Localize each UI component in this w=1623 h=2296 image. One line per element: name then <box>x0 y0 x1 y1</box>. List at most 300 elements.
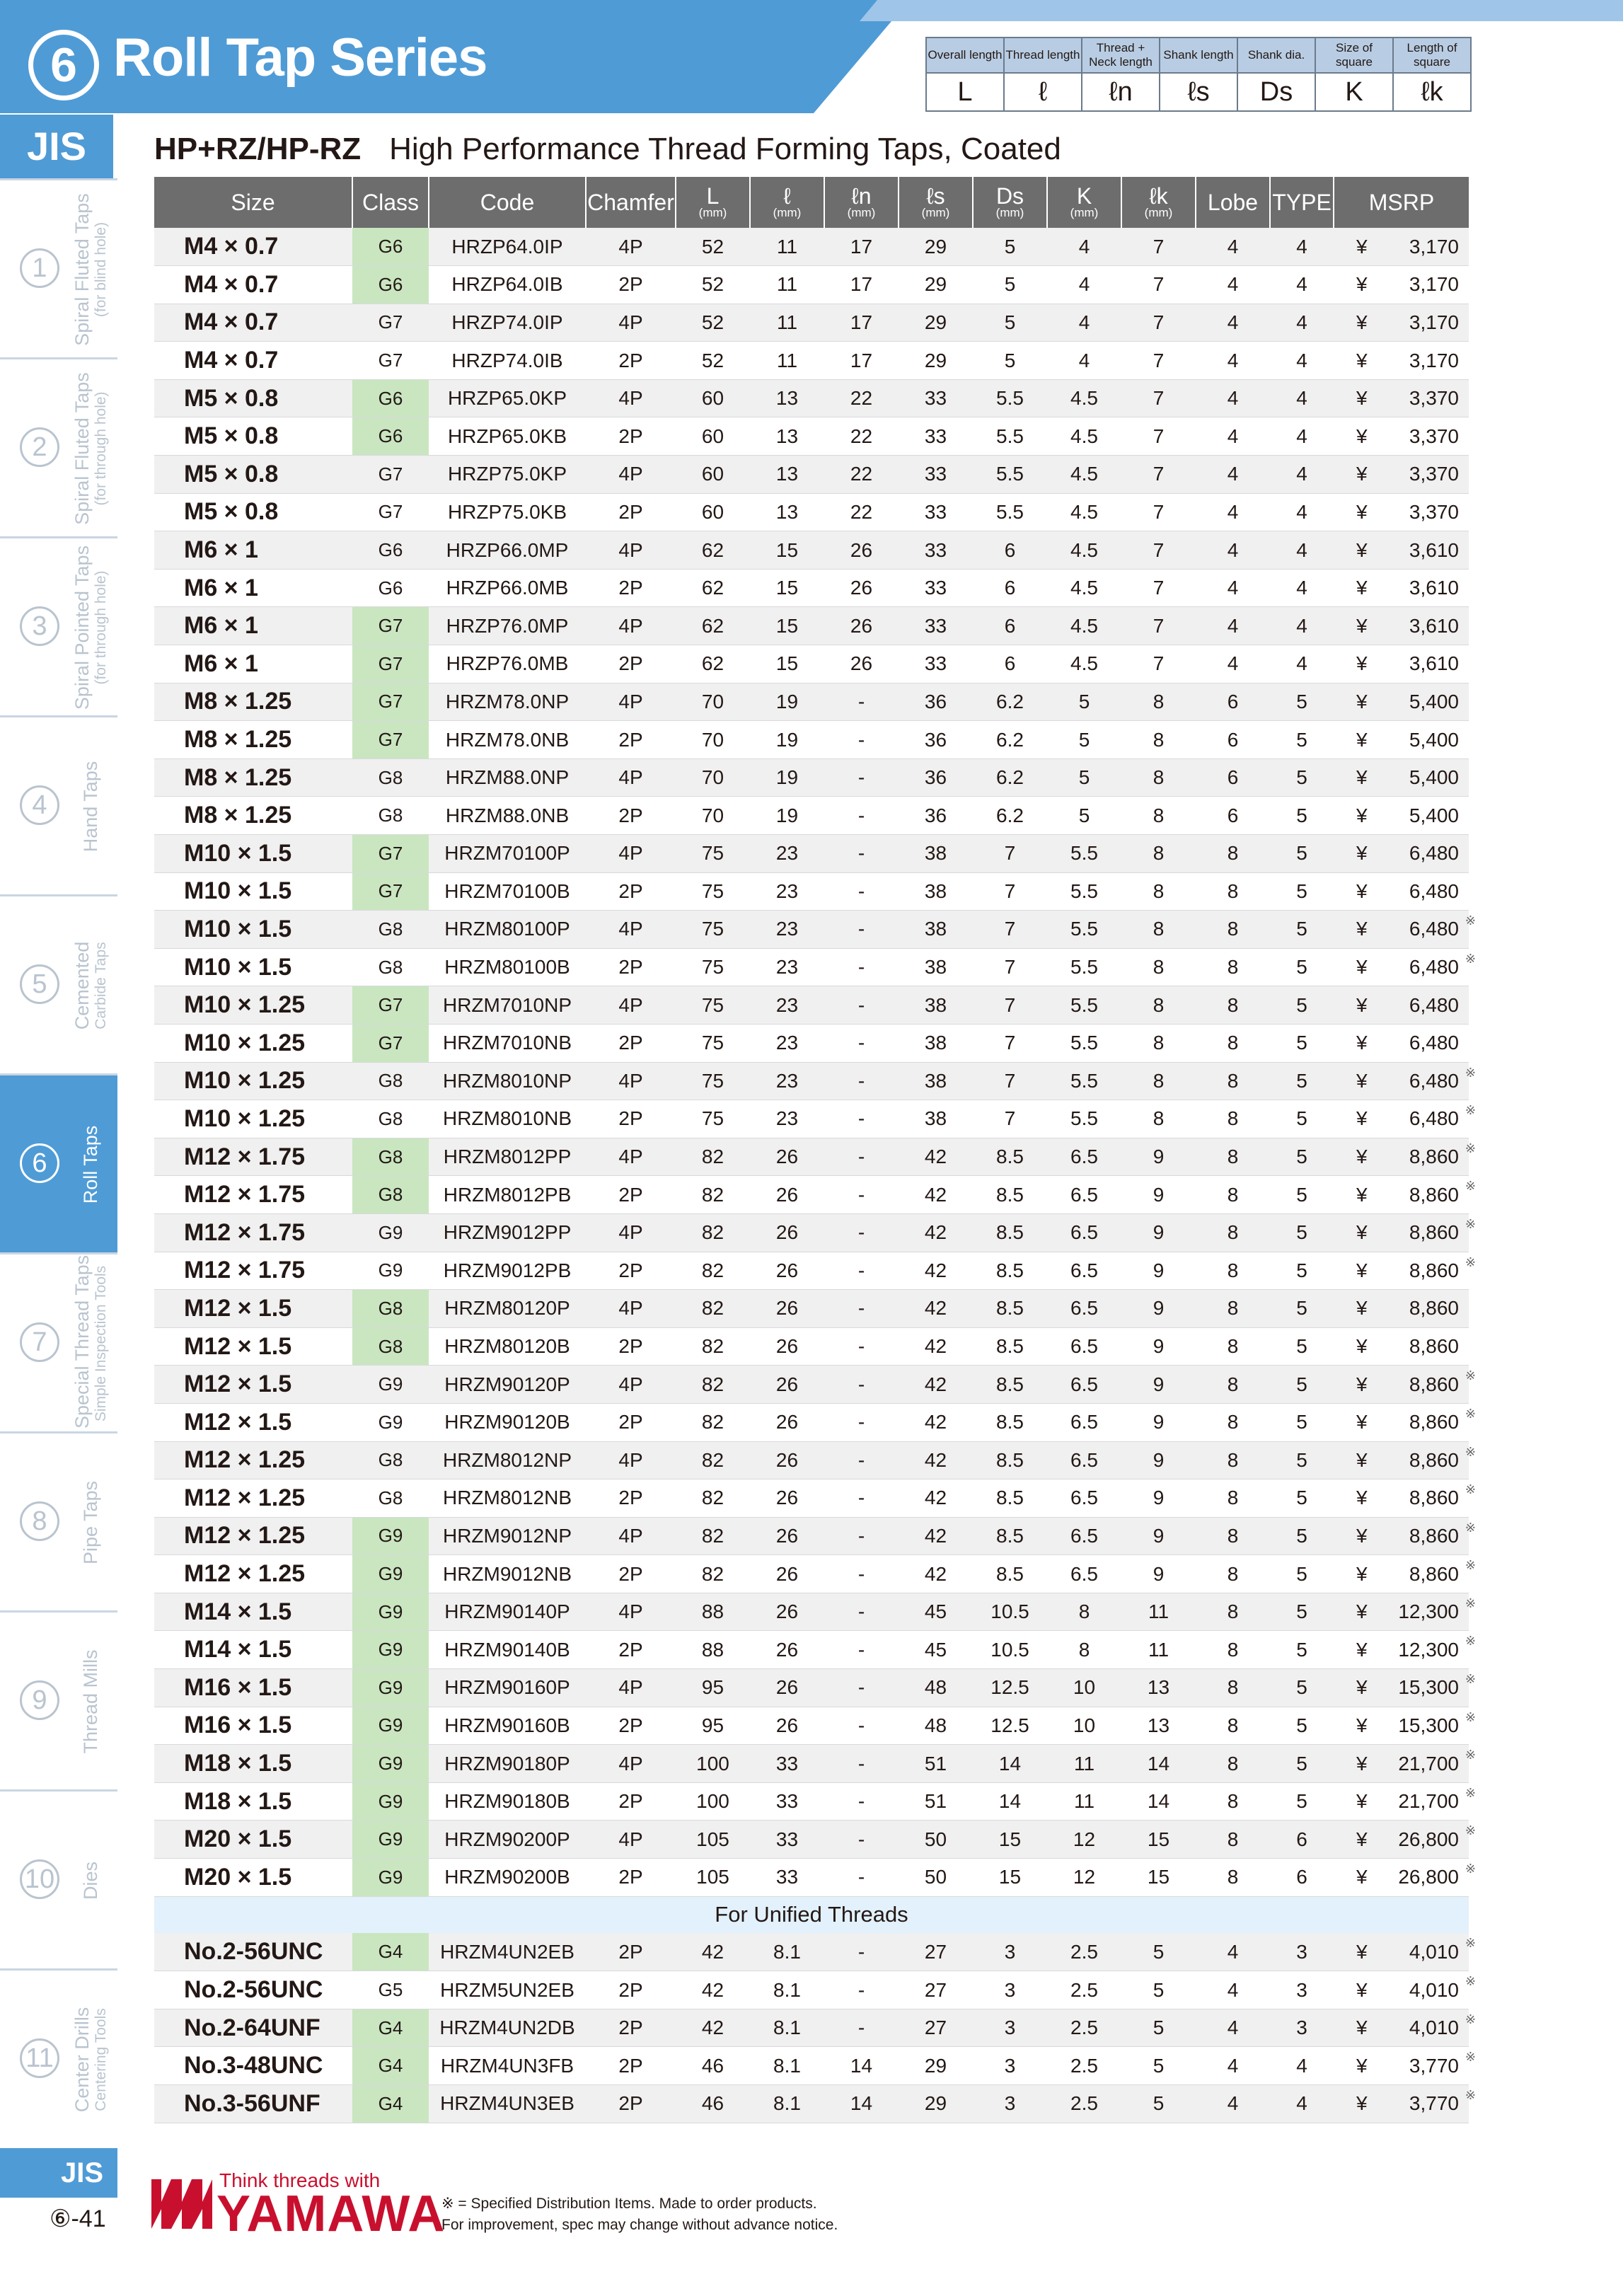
size-cell: M5 × 0.8 <box>154 417 352 456</box>
type-cell: 5 <box>1270 1366 1334 1404</box>
msrp-cell <box>1334 1745 1476 1783</box>
msrp-value: 5,400 <box>1409 766 1459 789</box>
k-cell: 5 <box>1047 683 1121 721</box>
ls-cell: 38 <box>899 911 973 949</box>
class-cell: G8 <box>352 797 429 835</box>
chapter-label <box>71 1975 110 2145</box>
currency-symbol: ¥ <box>1356 1448 1368 1471</box>
ln-cell: 17 <box>824 228 899 266</box>
ds-cell: 14 <box>973 1745 1047 1783</box>
l-cell: 26 <box>750 1555 824 1593</box>
k-cell: 6.5 <box>1047 1517 1121 1555</box>
chapter-title: Cemented <box>71 941 93 1030</box>
lobe-cell: 8 <box>1196 1366 1270 1404</box>
class-cell: G8 <box>352 1176 429 1214</box>
size-cell: M12 × 1.5 <box>154 1366 352 1404</box>
lobe-cell: 4 <box>1196 379 1270 417</box>
msrp-value: 8,860 <box>1409 1146 1459 1168</box>
sidebar-item-2[interactable] <box>0 357 117 536</box>
type-cell: 5 <box>1270 1290 1334 1328</box>
ls-cell: 42 <box>899 1403 973 1441</box>
sidebar-item-9[interactable] <box>0 1610 117 1789</box>
table-row <box>154 417 1469 456</box>
ln-cell: - <box>824 1479 899 1518</box>
spec-table <box>154 177 1476 2123</box>
table-row <box>154 1441 1469 1479</box>
code-cell: HRZP65.0KB <box>429 417 586 456</box>
lk-cell: 5 <box>1121 2085 1196 2123</box>
chamfer-cell: 4P <box>586 1517 676 1555</box>
msrp-cell <box>1334 2047 1476 2085</box>
ls-cell: 42 <box>899 1213 973 1252</box>
class-cell: G9 <box>352 1821 429 1859</box>
lk-cell: 8 <box>1121 683 1196 721</box>
ds-cell: 6 <box>973 531 1047 570</box>
msrp-cell <box>1334 456 1469 494</box>
table-row <box>154 2085 1469 2123</box>
chamfer-cell: 2P <box>586 2009 676 2047</box>
table-row <box>154 1403 1469 1441</box>
ln-cell: - <box>824 1593 899 1631</box>
table-row <box>154 2047 1469 2085</box>
currency-symbol: ¥ <box>1356 1828 1368 1850</box>
chapter-number-badge: 4 <box>20 785 59 825</box>
size-cell: M12 × 1.25 <box>154 1555 352 1593</box>
msrp-cell <box>1334 1290 1469 1328</box>
chapter-title: Pipe Taps <box>80 1480 101 1565</box>
distribution-mark: ※ <box>1465 913 1476 928</box>
chamfer-cell: 4P <box>586 607 676 645</box>
l-cell: 26 <box>750 1213 824 1252</box>
lobe-cell: 4 <box>1196 569 1270 607</box>
msrp-value: 8,860 <box>1409 1297 1459 1320</box>
l-cell: 33 <box>750 1745 824 1783</box>
code-cell: HRZP66.0MB <box>429 569 586 607</box>
sidebar-item-1[interactable] <box>0 178 117 357</box>
table-row <box>154 1933 1469 1971</box>
msrp-cell <box>1334 1100 1476 1138</box>
chamfer-cell: 4P <box>586 1290 676 1328</box>
size-cell: M10 × 1.5 <box>154 835 352 873</box>
chapter-number-badge: 3 <box>20 606 59 646</box>
class-cell: G7 <box>352 645 429 683</box>
code-cell: HRZM90140B <box>429 1631 586 1669</box>
lobe-cell: 4 <box>1196 607 1270 645</box>
msrp-value: 21,700 <box>1398 1790 1459 1813</box>
column-label: Lobe <box>1207 190 1259 215</box>
distribution-mark: ※ <box>1465 951 1476 966</box>
l-cell: 60 <box>676 456 750 494</box>
lk-cell: 5 <box>1121 1933 1196 1971</box>
l-cell: 8.1 <box>750 2009 824 2047</box>
lk-cell: 7 <box>1121 342 1196 380</box>
column-header <box>1196 177 1270 228</box>
k-cell: 6.5 <box>1047 1441 1121 1479</box>
currency-symbol: ¥ <box>1356 1752 1368 1775</box>
code-cell: HRZM78.0NP <box>429 683 586 721</box>
lk-cell: 9 <box>1121 1327 1196 1366</box>
lobe-cell: 8 <box>1196 911 1270 949</box>
brand-tagline: Think threads with <box>219 2169 381 2191</box>
ls-cell: 33 <box>899 569 973 607</box>
msrp-value: 6,480 <box>1409 879 1459 902</box>
l-cell: 26 <box>750 1517 824 1555</box>
l-cell: 88 <box>676 1631 750 1669</box>
table-row <box>154 721 1469 759</box>
column-label: Ds <box>995 183 1024 209</box>
lk-cell: 7 <box>1121 569 1196 607</box>
ln-cell: - <box>824 797 899 835</box>
ln-cell: - <box>824 911 899 949</box>
ds-cell: 7 <box>973 872 1047 911</box>
code-cell: HRZM88.0NB <box>429 797 586 835</box>
currency-symbol: ¥ <box>1356 1714 1368 1736</box>
chapter-label <box>80 1080 101 1250</box>
msrp-cell <box>1334 1441 1476 1479</box>
sidebar-item-10[interactable] <box>0 1789 117 1968</box>
code-cell: HRZP76.0MB <box>429 645 586 683</box>
footnote-line: ※ = Specified Distribution Items. Made to order products. <box>441 2196 817 2212</box>
class-cell: G9 <box>352 1517 429 1555</box>
currency-symbol: ¥ <box>1356 1335 1368 1358</box>
lobe-cell: 8 <box>1196 1669 1270 1707</box>
msrp-cell <box>1334 911 1476 949</box>
lobe-cell: 4 <box>1196 1933 1270 1971</box>
lobe-cell: 8 <box>1196 1252 1270 1290</box>
l-cell: 26 <box>750 1366 824 1404</box>
type-cell: 5 <box>1270 1252 1334 1290</box>
size-cell: M6 × 1 <box>154 645 352 683</box>
msrp-cell <box>1334 1366 1476 1404</box>
chamfer-cell: 2P <box>586 1024 676 1062</box>
l-cell: 75 <box>676 1024 750 1062</box>
footnote <box>441 2193 838 2236</box>
msrp-value: 3,610 <box>1409 614 1459 637</box>
l-cell: 23 <box>750 835 824 873</box>
msrp-value: 4,010 <box>1409 2017 1459 2039</box>
class-cell: G4 <box>352 1933 429 1971</box>
msrp-cell <box>1334 1707 1476 1745</box>
chamfer-cell: 4P <box>586 1593 676 1631</box>
sidebar-item-6[interactable] <box>0 1073 117 1252</box>
l-cell: 62 <box>676 569 750 607</box>
currency-symbol: ¥ <box>1356 349 1368 371</box>
distribution-mark: ※ <box>1465 1368 1476 1383</box>
currency-symbol: ¥ <box>1356 614 1368 637</box>
legend-label: Size of square <box>1315 38 1393 73</box>
chamfer-cell: 4P <box>586 758 676 797</box>
k-cell: 4.5 <box>1047 531 1121 570</box>
l-cell: 75 <box>676 1062 750 1100</box>
l-cell: 8.1 <box>750 2047 824 2085</box>
code-cell: HRZM8010NP <box>429 1062 586 1100</box>
size-cell: M5 × 0.8 <box>154 379 352 417</box>
k-cell: 6.5 <box>1047 1138 1121 1176</box>
lk-cell: 8 <box>1121 758 1196 797</box>
class-cell: G9 <box>352 1403 429 1441</box>
k-cell: 2.5 <box>1047 1933 1121 1971</box>
size-cell: M4 × 0.7 <box>154 228 352 266</box>
ds-cell: 14 <box>973 1782 1047 1821</box>
code-cell: HRZM70100B <box>429 872 586 911</box>
l-cell: 23 <box>750 911 824 949</box>
chapter-number-badge: 9 <box>20 1680 59 1720</box>
class-cell: G8 <box>352 1327 429 1366</box>
distribution-mark: ※ <box>1465 1103 1476 1118</box>
k-cell: 10 <box>1047 1707 1121 1745</box>
distribution-mark: ※ <box>1465 1254 1476 1269</box>
currency-symbol: ¥ <box>1356 2054 1368 2077</box>
ds-cell: 10.5 <box>973 1593 1047 1631</box>
k-cell: 4.5 <box>1047 569 1121 607</box>
column-label: Class <box>362 190 419 215</box>
l-cell: 60 <box>676 417 750 456</box>
ln-cell: - <box>824 1366 899 1404</box>
class-cell: G8 <box>352 1290 429 1328</box>
ls-cell: 38 <box>899 1024 973 1062</box>
k-cell: 2.5 <box>1047 1971 1121 2009</box>
size-cell: M8 × 1.25 <box>154 758 352 797</box>
msrp-value: 12,300 <box>1398 1638 1459 1661</box>
size-cell: M6 × 1 <box>154 607 352 645</box>
currency-symbol: ¥ <box>1356 1107 1368 1130</box>
type-cell: 3 <box>1270 2009 1334 2047</box>
lobe-cell: 8 <box>1196 1782 1270 1821</box>
lk-cell: 7 <box>1121 379 1196 417</box>
k-cell: 5.5 <box>1047 872 1121 911</box>
k-cell: 5.5 <box>1047 1100 1121 1138</box>
ls-cell: 50 <box>899 1859 973 1897</box>
k-cell: 4.5 <box>1047 607 1121 645</box>
table-row <box>154 2009 1469 2047</box>
lk-cell: 7 <box>1121 645 1196 683</box>
l-cell: 70 <box>676 797 750 835</box>
lk-cell: 7 <box>1121 607 1196 645</box>
chapter-label <box>71 901 110 1071</box>
l-cell: 100 <box>676 1745 750 1783</box>
currency-symbol: ¥ <box>1356 842 1368 865</box>
ls-cell: 45 <box>899 1631 973 1669</box>
msrp-cell <box>1334 1176 1476 1214</box>
sidebar-item-3[interactable] <box>0 536 117 715</box>
ln-cell: - <box>824 986 899 1025</box>
legend-label: Shank dia. <box>1237 38 1315 73</box>
lk-cell: 9 <box>1121 1555 1196 1593</box>
class-cell: G7 <box>352 342 429 380</box>
column-unit: (mm) <box>1144 206 1173 219</box>
class-cell: G5 <box>352 1971 429 2009</box>
chamfer-cell: 4P <box>586 986 676 1025</box>
l-cell: 105 <box>676 1859 750 1897</box>
chamfer-cell: 2P <box>586 1782 676 1821</box>
ln-cell: 17 <box>824 266 899 304</box>
column-header <box>1121 177 1196 228</box>
table-row <box>154 1782 1469 1821</box>
chapter-label <box>71 1254 110 1429</box>
ls-cell: 42 <box>899 1441 973 1479</box>
currency-symbol: ¥ <box>1356 1411 1368 1433</box>
ls-cell: 33 <box>899 645 973 683</box>
currency-symbol: ¥ <box>1356 538 1368 561</box>
table-row <box>154 1859 1469 1897</box>
type-cell: 4 <box>1270 266 1334 304</box>
ln-cell: - <box>824 1138 899 1176</box>
lobe-cell: 6 <box>1196 721 1270 759</box>
l-cell: 19 <box>750 758 824 797</box>
lobe-cell: 4 <box>1196 2047 1270 2085</box>
chapter-subtitle: (for blind hole) <box>93 221 109 318</box>
ds-cell: 5.5 <box>973 379 1047 417</box>
ds-cell: 5.5 <box>973 493 1047 531</box>
ds-cell: 8.5 <box>973 1479 1047 1518</box>
msrp-value: 21,700 <box>1398 1752 1459 1775</box>
currency-symbol: ¥ <box>1356 311 1368 333</box>
msrp-cell <box>1334 2085 1476 2123</box>
chamfer-cell: 4P <box>586 456 676 494</box>
sidebar-item-11[interactable] <box>0 1968 117 2147</box>
class-cell: G8 <box>352 911 429 949</box>
code-cell: HRZM8012NB <box>429 1479 586 1518</box>
chapter-number-badge: 6 <box>20 1143 59 1183</box>
msrp-cell <box>1334 1213 1476 1252</box>
currency-symbol: ¥ <box>1356 1183 1368 1206</box>
lobe-cell: 8 <box>1196 1290 1270 1328</box>
type-cell: 3 <box>1270 1971 1334 2009</box>
ls-cell: 48 <box>899 1669 973 1707</box>
table-row <box>154 456 1469 494</box>
column-unit: (mm) <box>921 206 950 219</box>
l-cell: 26 <box>750 1441 824 1479</box>
chapter-number-badge: 8 <box>20 1501 59 1541</box>
msrp-value: 8,860 <box>1409 1562 1459 1585</box>
ln-cell: 26 <box>824 607 899 645</box>
legend-label: Overall length <box>926 38 1004 73</box>
sidebar-item-7[interactable] <box>0 1252 117 1431</box>
chamfer-cell: 2P <box>586 1555 676 1593</box>
legend-label: Length of square <box>1393 38 1471 73</box>
class-cell: G7 <box>352 872 429 911</box>
msrp-cell <box>1334 797 1469 835</box>
code-cell: HRZP64.0IB <box>429 266 586 304</box>
lk-cell: 7 <box>1121 228 1196 266</box>
currency-symbol: ¥ <box>1356 2017 1368 2039</box>
ln-cell: 22 <box>824 493 899 531</box>
msrp-value: 3,370 <box>1409 425 1459 447</box>
distribution-mark: ※ <box>1465 1823 1476 1838</box>
chamfer-cell: 2P <box>586 1327 676 1366</box>
msrp-value: 3,770 <box>1409 2054 1459 2077</box>
class-cell: G8 <box>352 1441 429 1479</box>
msrp-value: 6,480 <box>1409 842 1459 865</box>
chamfer-cell: 2P <box>586 872 676 911</box>
l-cell: 23 <box>750 1100 824 1138</box>
currency-symbol: ¥ <box>1356 993 1368 1016</box>
l-cell: 95 <box>676 1669 750 1707</box>
ln-cell: 14 <box>824 2047 899 2085</box>
ds-cell: 3 <box>973 2009 1047 2047</box>
lobe-cell: 8 <box>1196 1441 1270 1479</box>
msrp-cell <box>1334 493 1469 531</box>
class-cell: G9 <box>352 1593 429 1631</box>
ln-cell: - <box>824 1669 899 1707</box>
table-row <box>154 1631 1469 1669</box>
lk-cell: 7 <box>1121 493 1196 531</box>
column-header <box>154 177 352 228</box>
msrp-cell <box>1334 1252 1476 1290</box>
currency-symbol: ¥ <box>1356 273 1368 296</box>
size-cell: M6 × 1 <box>154 569 352 607</box>
table-row <box>154 1366 1469 1404</box>
ds-cell: 8.5 <box>973 1366 1047 1404</box>
jis-tab[interactable]: JIS <box>0 115 113 178</box>
lobe-cell: 8 <box>1196 1517 1270 1555</box>
size-cell: M12 × 1.75 <box>154 1252 352 1290</box>
ln-cell: - <box>824 1403 899 1441</box>
l-cell: 62 <box>676 531 750 570</box>
chamfer-cell: 2P <box>586 417 676 456</box>
msrp-cell <box>1334 1593 1476 1631</box>
lk-cell: 8 <box>1121 1062 1196 1100</box>
ln-cell: - <box>824 1100 899 1138</box>
l-cell: 60 <box>676 493 750 531</box>
l-cell: 15 <box>750 569 824 607</box>
distribution-mark: ※ <box>1465 1634 1476 1649</box>
chapter-label <box>80 722 101 892</box>
msrp-value: 3,370 <box>1409 463 1459 485</box>
lobe-cell: 8 <box>1196 1821 1270 1859</box>
l-cell: 70 <box>676 683 750 721</box>
code-cell: HRZM7010NB <box>429 1024 586 1062</box>
table-row <box>154 1669 1469 1707</box>
type-cell: 4 <box>1270 2085 1334 2123</box>
l-cell: 95 <box>676 1707 750 1745</box>
l-cell: 82 <box>676 1290 750 1328</box>
sidebar-item-8[interactable] <box>0 1431 117 1610</box>
series-number-badge: 6 <box>28 30 99 100</box>
table-row <box>154 1707 1469 1745</box>
size-cell: M6 × 1 <box>154 531 352 570</box>
type-cell: 5 <box>1270 1555 1334 1593</box>
class-cell: G9 <box>352 1707 429 1745</box>
sidebar-item-4[interactable] <box>0 715 117 894</box>
l-cell: 46 <box>676 2085 750 2123</box>
type-cell: 6 <box>1270 1859 1334 1897</box>
chamfer-cell: 2P <box>586 797 676 835</box>
currency-symbol: ¥ <box>1356 1069 1368 1092</box>
type-cell: 5 <box>1270 911 1334 949</box>
lk-cell: 5 <box>1121 1971 1196 2009</box>
l-cell: 82 <box>676 1403 750 1441</box>
currency-symbol: ¥ <box>1356 1638 1368 1661</box>
ds-cell: 7 <box>973 1024 1047 1062</box>
ds-cell: 8.5 <box>973 1441 1047 1479</box>
table-header-row <box>154 177 1469 228</box>
sidebar-item-5[interactable] <box>0 894 117 1073</box>
lk-cell: 8 <box>1121 872 1196 911</box>
class-cell: G7 <box>352 304 429 342</box>
lobe-cell: 4 <box>1196 342 1270 380</box>
table-row <box>154 1252 1469 1290</box>
code-cell: HRZM80100P <box>429 911 586 949</box>
size-cell: M12 × 1.5 <box>154 1290 352 1328</box>
table-row <box>154 1024 1469 1062</box>
chapter-number-badge: 2 <box>20 427 59 467</box>
lobe-cell: 8 <box>1196 1213 1270 1252</box>
ln-cell: - <box>824 758 899 797</box>
currency-symbol: ¥ <box>1356 2092 1368 2115</box>
column-header <box>973 177 1047 228</box>
k-cell: 5.5 <box>1047 835 1121 873</box>
